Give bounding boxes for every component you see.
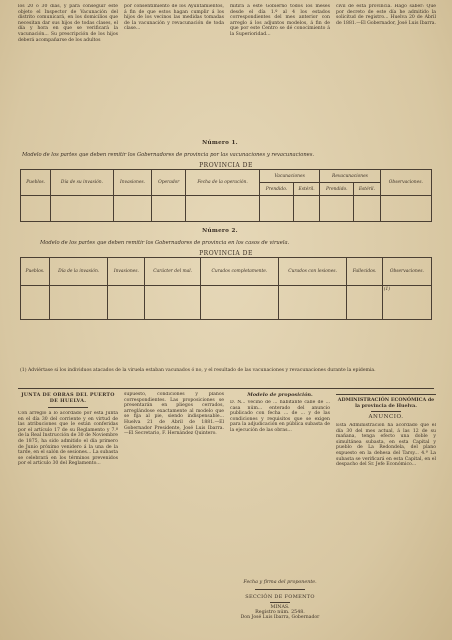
- form1-sub-esteril-2: Estéril.: [354, 183, 380, 196]
- bottom-column-3: [230, 392, 330, 620]
- form2-note-ref: (1): [382, 286, 431, 320]
- junta-title: JUNTA DE OBRAS DEL PUERTO DE HUELVA.: [21, 392, 115, 404]
- form1-sub-prendido-2: Prendido.: [320, 183, 354, 196]
- form1-table-wrapper: [20, 162, 432, 222]
- bottom-column-1: [18, 392, 118, 640]
- bottom-column-4: [336, 392, 436, 633]
- form1-col-dia: Día de su invasión.: [51, 170, 113, 196]
- form2-caption: Modelo de los partes que deben remitir los Gobernadores de provincia en los casos de viruela.: [40, 240, 290, 246]
- registro-label: Registro núm. 2548.: [255, 610, 305, 615]
- form2-col-observaciones: Observaciones.: [382, 258, 431, 286]
- form2-col-dia: Día de la invasión.: [50, 258, 108, 286]
- form1-col-operador: Operador: [152, 170, 186, 196]
- top-column-2: por consentimiento de los Ayuntamientos, á fin de que estos hagan cumplir á los hijos de los vecinos las medidas tomadas de la vacunación y revacunación de toda clase...: [124, 4, 224, 32]
- form2-col-curados-lesiones: Curados con lesiones.: [278, 258, 347, 286]
- form2-col-pueblos: Pueblos.: [21, 258, 50, 286]
- form1-col-pueblos: Pueblos.: [21, 170, 51, 196]
- form2-col-invasiones: Invasiones.: [108, 258, 145, 286]
- form1-col-fecha: Fecha de la operación.: [186, 170, 260, 196]
- form1-caption: Modelo de los partes que deben remitir los Gobernadores de provincia por las vacunaciones y revacunaciones.: [22, 152, 315, 158]
- form1-col-invasiones: Invasiones.: [113, 170, 152, 196]
- section-number-1: Número 1.: [202, 140, 238, 146]
- form1-col-vacunaciones: Vacunaciones: [260, 170, 320, 183]
- bottom-column-2: supuesto, condiciones y planos correspondientes. Las proposiciones se presentarán en pliegos cerrados, arreglándose exactamente al modelo que se fija al pie, siendo indispensable... Huelva 21 de Abril de 1881.—El Gobernador Presidente, José Luis Ibarra.—El Secretario, F. Hernández Quintero.: [124, 392, 224, 437]
- top-column-3: mitirá á este Gobierno todos los meses desde el día 1.º al 4 los estados correspondientes del mes anterior con arreglo á los adjuntos modelos, á fin de que por este Centro se dé conocimiento á la Superioridad...: [230, 4, 330, 37]
- form1-col-revacunaciones: Revacunaciones: [320, 170, 380, 183]
- form2-col-fallecidos: Fallecidos.: [347, 258, 382, 286]
- anuncio-title: ANUNCIO.: [368, 414, 404, 420]
- top-column-1: los 20 ó 30 días, y para conseguir este objeto el Inspector de Vacunación del distrito comunicará, en los domicilios que necesitan dar sus hijos de todas clases, el día y hora en que se verificará la vacunación... Su prescripción de los hijos deberá acompañarse de los adultos: [18, 4, 118, 43]
- modelo-title: Modelo de proposición.: [247, 392, 313, 398]
- form2-col-curados-completamente: Curados completamente.: [200, 258, 278, 286]
- junta-text: Con arreglo á lo acordado por esta Junta en el día 30 del corriente y en virtud de las atribuciones que le están conferidas por el artículo 17 de su Reglamento y 7.º de la Real Instrucción de 30 de Noviembre de 1875, ha sido admitido el día primero de Junio próximo venidero á la una de la tarde, en el salón de sesiones... La subasta se celebrará en los términos prevenidos por el artículo 30 del Reglamento...: [18, 411, 118, 467]
- top-column-4: civil de esta provincia. Hago saber: Que por decreto de este día he admitido la solicitud de registro... Huelva 20 de Abril de 1881.—El Gobernador, José Luis Ibarra.: [336, 4, 436, 26]
- don-jose-line: Don José Luis Ibarra, Gobernador: [240, 615, 320, 620]
- form1-sub-prendido-1: Prendido.: [260, 183, 294, 196]
- section-number-2: Número 2.: [202, 228, 238, 234]
- form1-table: [20, 169, 432, 222]
- form2-col-caracter: Carácter del mal.: [145, 258, 200, 286]
- fecha-firma: Fecha y firma del proponente.: [243, 580, 317, 585]
- minas-label: MINAS.: [270, 605, 290, 610]
- form1-sub-esteril-1: Estéril.: [293, 183, 319, 196]
- form2-title: PROVINCIA DE: [199, 250, 253, 257]
- seccion-fomento-title: SECCIÓN DE FOMENTO: [245, 594, 315, 600]
- form2-table: [20, 257, 432, 320]
- modelo-text: D. N... vecino de ... habitante calle de ... casa núm... enterado del anuncio publicado con fecha ... de ... y de las condiciones y requisitos que se exigen para la adjudicación en pública subasta de la ejecución de las obras...: [230, 400, 330, 433]
- footnote: (1) Adviértase si los individuos atacados de la viruela estaban vacunados ó no, y el resultado de las vacunaciones y revacunaciones durante la epidemia.: [20, 368, 376, 373]
- form1-title: PROVINCIA DE: [199, 162, 253, 169]
- form1-col-observaciones: Observaciones.: [380, 170, 431, 196]
- administracion-title: ADMINISTRACIÓN ECONÓMICA de la provincia de Huelva.: [337, 397, 435, 409]
- separator-rule: [18, 388, 434, 389]
- form2-table-wrapper: [20, 250, 432, 320]
- administracion-text: Esta Administración ha acordado que el día 30 del mes actual, á las 12 de su mañana, tenga efecto una doble y simultánea subasta, en esta Capital y pueblo de La Redondela, del plano expuesto en la dehesa del Tarsy... 4.ª La subasta se verificará en esta Capital, en el despacho del Sr. Jefe Económico...: [336, 423, 436, 468]
